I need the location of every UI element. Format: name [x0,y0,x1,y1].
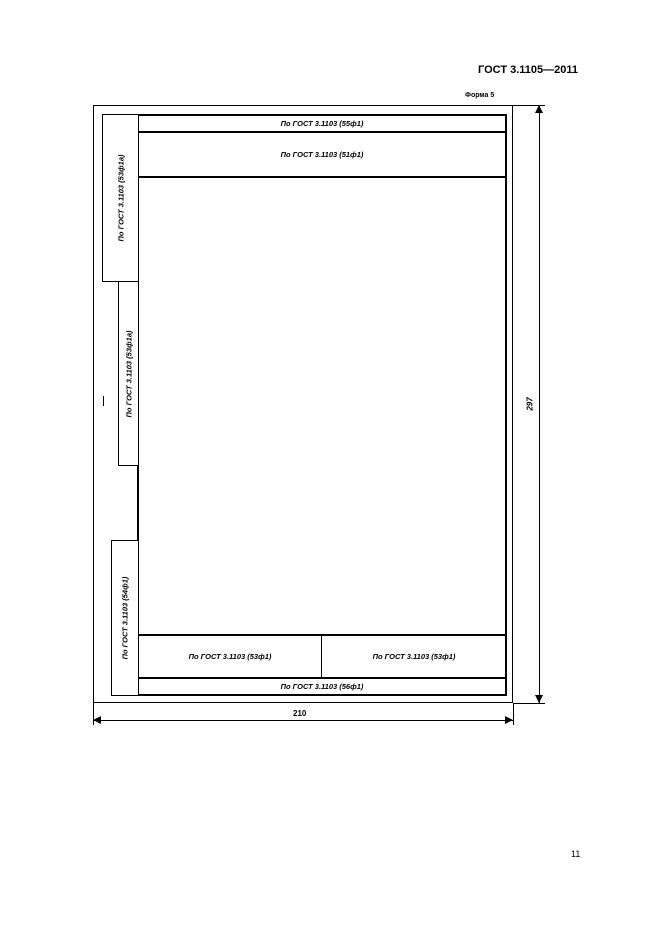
width-dimension-value: 210 [293,709,307,718]
width-dimension-line [93,720,513,721]
title-block-label: По ГОСТ 3.1103 (51ф1) [280,150,364,159]
page-number: 11 [571,849,581,859]
tick-mark [103,396,104,406]
title-block-divider [137,176,507,178]
side-box-middle-label: По ГОСТ 3.1103 (53ф1а) [124,330,133,417]
height-dimension-wrap [522,396,538,412]
width-extension-right [513,703,514,725]
height-arrow-top [535,105,543,113]
top-strip-label: По ГОСТ 3.1103 (55ф1) [280,118,364,128]
form-label: Форма 5 [465,92,495,99]
form-frame [137,114,507,696]
side-box-middle [118,281,139,466]
bottom-left-label: По ГОСТ 3.1103 (53ф1) [188,652,272,661]
height-dimension-line [539,105,540,703]
width-arrow-left [93,716,101,724]
height-arrow-bottom [535,695,543,703]
side-box-bottom-label: По ГОСТ 3.1103 (54ф1) [120,576,130,660]
height-extension-bottom [513,703,545,704]
bottom-right-label: По ГОСТ 3.1103 (53ф1) [372,652,456,661]
document-standard-number: ГОСТ 3.1105—2011 [478,64,578,76]
width-arrow-right [505,716,513,724]
bottom-strip-label: По ГОСТ 3.1103 (56ф1) [280,682,364,691]
side-box-top-label: По ГОСТ 3.1103 (53ф1а) [116,154,125,242]
bottom-block-separator [321,635,322,677]
side-box-top [102,114,139,282]
height-dimension-value: 297 [525,397,535,411]
side-box-bottom [111,540,139,696]
